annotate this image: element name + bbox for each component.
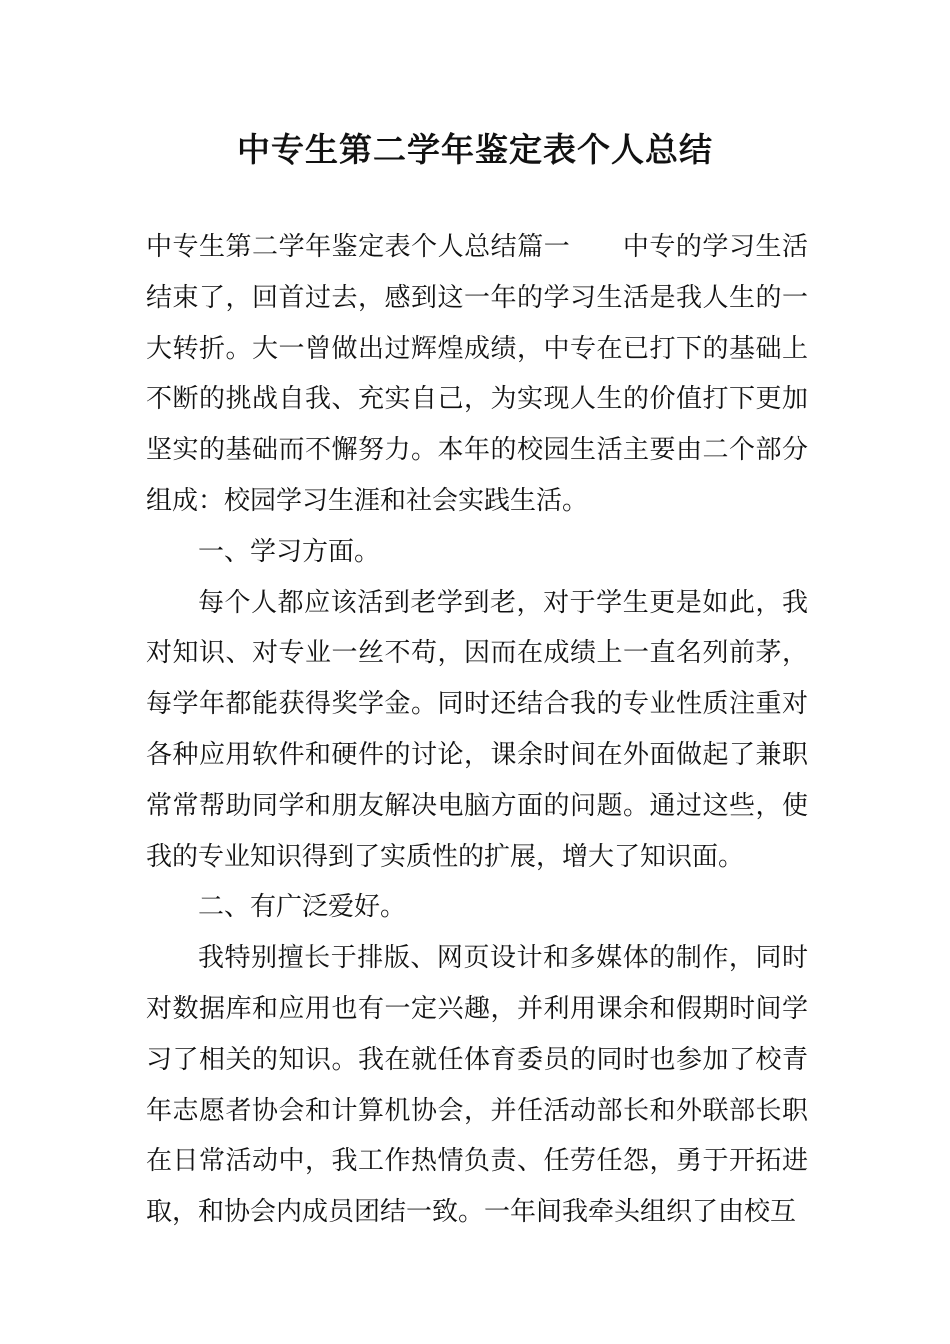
- section-heading-study: 一、学习方面。: [198, 536, 381, 567]
- intro-text: 中专的学习生活结束了，回首过去，感到这一年的学习生活是我人生的一大转折。大一曾做出过辉煌成绩，中专在已打下的基础上不断的挑战自我、充实自己，为实现人生的价值打下更加坚实的基础而不懈努力。本年的校园生活主要由二个部分组成：校园学习生涯和社会实践生活。: [146, 232, 808, 516]
- paragraph-hobbies: 我特别擅长于排版、网页设计和多媒体的制作，同时对数据库和应用也有一定兴趣，并利用课余和假期时间学习了相关的知识。我在就任体育委员的同时也参加了校青年志愿者协会和计算机协会，并任活动部长和外联部长职在日常活动中，我工作热情负责、任劳任怨，勇于开拓进取，和协会内成员团结一致。一年间我牵头组织了由校互: [146, 943, 808, 1228]
- intro-paragraph: [146, 222, 808, 527]
- intro-gap: [570, 232, 623, 262]
- document-title: 中专生第二学年鉴定表个人总结: [237, 130, 713, 169]
- document-body: [146, 222, 808, 1238]
- intro-label: 中专生第二学年鉴定表个人总结篇一: [146, 232, 571, 262]
- section-heading-hobbies: 二、有广泛爱好。: [198, 892, 407, 923]
- paragraph-study: 每个人都应该活到老学到老，对于学生更是如此，我对知识、对专业一丝不苟，因而在成绩上一直名列前茅，每学年都能获得奖学金。同时还结合我的专业性质注重对各种应用软件和硬件的讨论，课余时间在外面做起了兼职常常帮助同学和朋友解决电脑方面的问题。通过这些，使我的专业知识得到了实质性的扩展，增大了知识面。: [146, 587, 808, 872]
